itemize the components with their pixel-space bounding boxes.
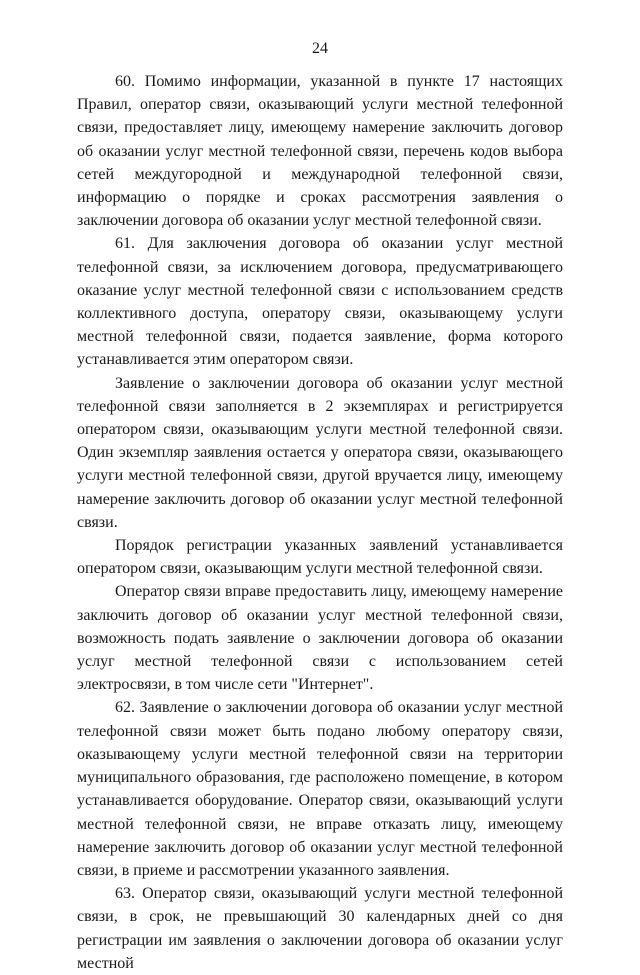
- paragraph-61: 61. Для заключения договора об оказании услуг местной телефонной связи, за исключением договора, предусматривающего оказание услуг местной телефонной связи с использованием средств коллективного доступа, оператору связи, оказывающему услуги местной телефонной связи, подается заявление, форма которого устанавливается этим оператором связи.: [77, 235, 563, 369]
- paragraph-60: 60. Помимо информации, указанной в пункте 17 настоящих Правил, оператор связи, оказывающий услуги местной телефонной связи, предоставляет лицу, имеющему намерение заключить договор об оказании услуг местной телефонной связи, перечень кодов выбора сетей междугородной и международной телефонной связи, информацию о порядке и сроках рассмотрения заявления о заключении договора об оказании услуг местной телефонной связи.: [77, 73, 563, 230]
- page-number: 24: [312, 40, 328, 57]
- paragraph-63: 63. Оператор связи, оказывающий услуги местной телефонной связи, в срок, не превышающий 30 календарных дней со дня регистрации им заявления о заключении договора об оказании услуг местной: [77, 885, 563, 972]
- paragraph-62: 62. Заявление о заключении договора об оказании услуг местной телефонной связи может быть подано любому оператору связи, оказывающему услуги местной телефонной связи на территории муниципального образования, где расположено помещение, в котором устанавливается оборудование. Оператор связи, оказывающий услуги местной телефонной связи, не вправе отказать лицу, имеющему намерение заключить договор об оказании услуг местной телефонной связи, в приеме и рассмотрении указанного заявления.: [77, 699, 563, 879]
- paragraph-61-application-registration: Заявление о заключении договора об оказании услуг местной телефонной связи заполняется в 2 экземплярах и регистрируется оператором связи, оказывающим услуги местной телефонной связи. Один экземпляр заявления остается у оператора связи, оказывающего услуги местной телефонной связи, другой вручается лицу, имеющему намерение заключить договор об оказании услуг местной телефонной связи.: [77, 374, 563, 531]
- paragraph-61-internet-submission: Оператор связи вправе предоставить лицу, имеющему намерение заключить договор об оказании услуг местной телефонной связи, возможность подать заявление о заключении договора об оказании услуг местной телефонной связи с использованием сетей электросвязи, в том числе сети "Интернет".: [77, 583, 563, 694]
- document-body: [77, 70, 563, 975]
- paragraph-61-registration-order: Порядок регистрации указанных заявлений устанавливается оператором связи, оказывающим услуги местной телефонной связи.: [77, 537, 563, 578]
